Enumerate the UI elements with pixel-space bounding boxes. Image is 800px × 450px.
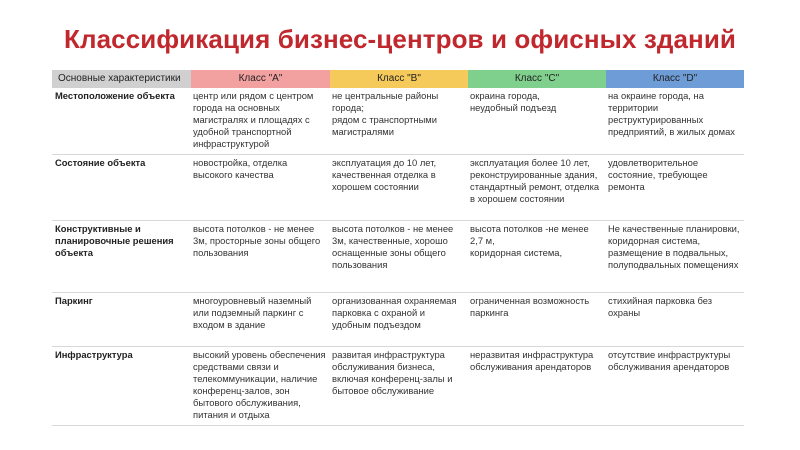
cell-location-c: окраина города, неудобный подъезд [468,88,606,155]
cell-condition-a: новостройка, отделка высокого качества [191,155,330,221]
cell-infrastructure-d: отсутствие инфраструктуры обслуживания арендаторов [606,347,744,426]
row-label-design-line3: объекта [55,247,93,258]
cell-design-d: Не качественные планировки, коридорная система, размещение в подвальных, полуподвальных помещениях [606,221,744,293]
cell-design-c: высота потолков -не менее 2,7 м, коридорная система, [468,221,606,293]
cell-condition-b: эксплуатация до 10 лет, качественная отделка в хорошем состоянии [330,155,468,221]
cell-location-b: не центральные районы города; рядом с транспортными магистралями [330,88,468,155]
cell-parking-a: многоуровневый наземный или подземный паркинг с входом в здание [191,293,330,347]
cell-condition-d: удовлетворительное состояние, требующее ремонта [606,155,744,221]
header-class-b: Класс "В" [330,70,468,88]
cell-design-a: высота потолков - не менее 3м, просторные зоны общего пользования [191,221,330,293]
row-label-design-line2: планировочные решения [55,235,174,246]
row-label-design-word1: Конструктивные и [55,223,141,234]
table-row-design [52,221,744,293]
row-label-condition: Состояние объекта [52,155,191,221]
cell-infrastructure-a: высокий уровень обеспечения средствами связи и телекоммуникации, наличие конференц-залов, зон бытового обслуживания, питания и отдыха [191,347,330,426]
header-characteristics: Основные характеристики [52,70,191,88]
cell-parking-d: стихийная парковка без охраны [606,293,744,347]
row-label-infrastructure: Инфраструктура [52,347,191,426]
cell-infrastructure-c: неразвитая инфраструктура обслуживания арендаторов [468,347,606,426]
cell-infrastructure-b: развитая инфраструктура обслуживания бизнеса, включая конференц-залы и бытовое обслуживание [330,347,468,426]
table-header-row [52,70,744,88]
classification-table [52,70,744,426]
cell-location-a: центр или рядом с центром города на основных магистралях и площадях с удобной транспортной инфраструктурой [191,88,330,155]
table-row-location [52,88,744,155]
table-row-parking [52,293,744,347]
header-class-a: Класс "А" [191,70,330,88]
page-title: Классификация бизнес-центров и офисных зданий [63,24,736,54]
cell-design-b: высота потолков - не менее 3м, качественные, хорошо оснащенные зоны общего пользования [330,221,468,293]
table-row-condition [52,155,744,221]
header-class-c: Класс "С" [468,70,606,88]
cell-parking-b: организованная охраняемая парковка с охраной и удобным подъездом [330,293,468,347]
table-row-infrastructure [52,347,744,426]
row-label-location: Местоположение объекта [52,88,191,155]
row-label-parking: Паркинг [52,293,191,347]
cell-parking-c: ограниченная возможность паркинга [468,293,606,347]
cell-location-d: на окраине города, на территории реструктурированных предприятий, в жилых домах [606,88,744,155]
row-label-design [52,221,191,293]
header-class-d: Класс "D" [606,70,744,88]
cell-condition-c: эксплуатация более 10 лет, реконструированные здания, стандартный ремонт, отделка в хорошем состоянии [468,155,606,221]
